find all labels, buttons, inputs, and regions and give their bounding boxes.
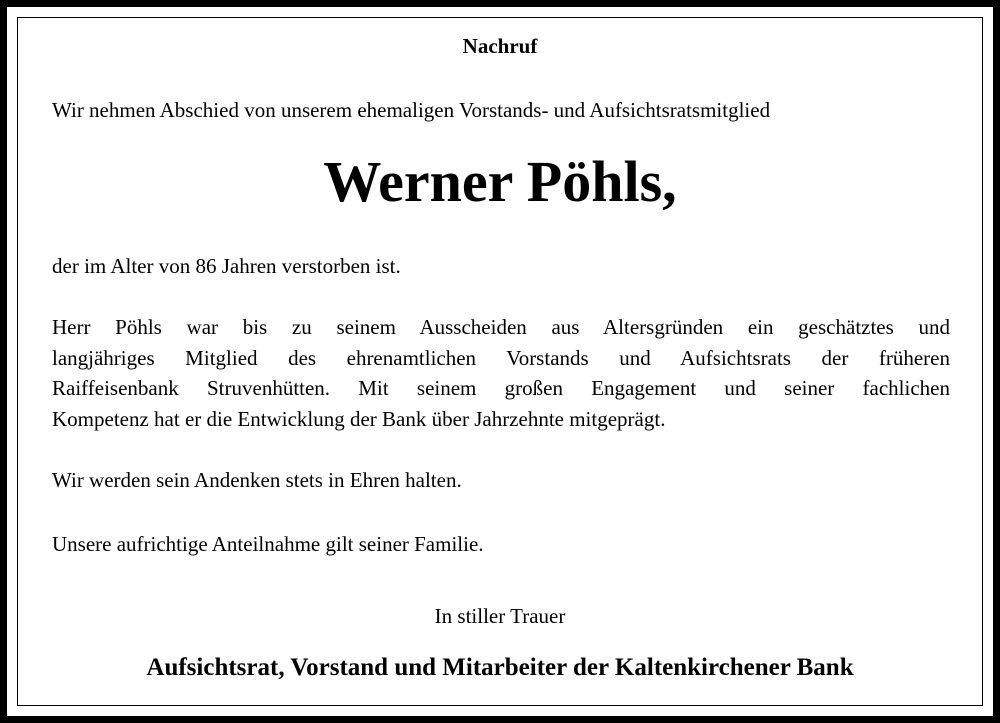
body-line: Kompetenz hat er die Entwicklung der Bank über Jahrzehnte mitgeprägt. xyxy=(52,406,666,431)
signature: Aufsichtsrat, Vorstand und Mitarbeiter der Kaltenkirchener Bank xyxy=(146,654,854,681)
heading: Nachruf xyxy=(462,34,538,58)
body-paragraph xyxy=(52,312,950,434)
deceased-name: Werner Pöhls, xyxy=(323,149,677,214)
body-line: Herr Pöhls war bis zu seinem Ausscheiden aus Altersgründen ein geschätztes und xyxy=(52,315,950,339)
body-line: Raiffeisenbank Struvenhütten. Mit seinem großen Engagement und seiner fachlichen xyxy=(52,376,950,400)
intro-text: Wir nehmen Abschied von unserem ehemaligen Vorstands- und Aufsichtsratsmitglied xyxy=(52,98,771,122)
body-line: langjähriges Mitglied des ehrenamtlichen Vorstands und Aufsichtsrats der früheren xyxy=(52,345,950,370)
sympathy-line: Unsere aufrichtige Anteilnahme gilt seiner Familie. xyxy=(52,532,484,556)
honor-line: Wir werden sein Andenken stets in Ehren halten. xyxy=(52,468,462,492)
mourning-line: In stiller Trauer xyxy=(434,604,566,628)
age-line: der im Alter von 86 Jahren verstorben ist. xyxy=(52,254,401,278)
